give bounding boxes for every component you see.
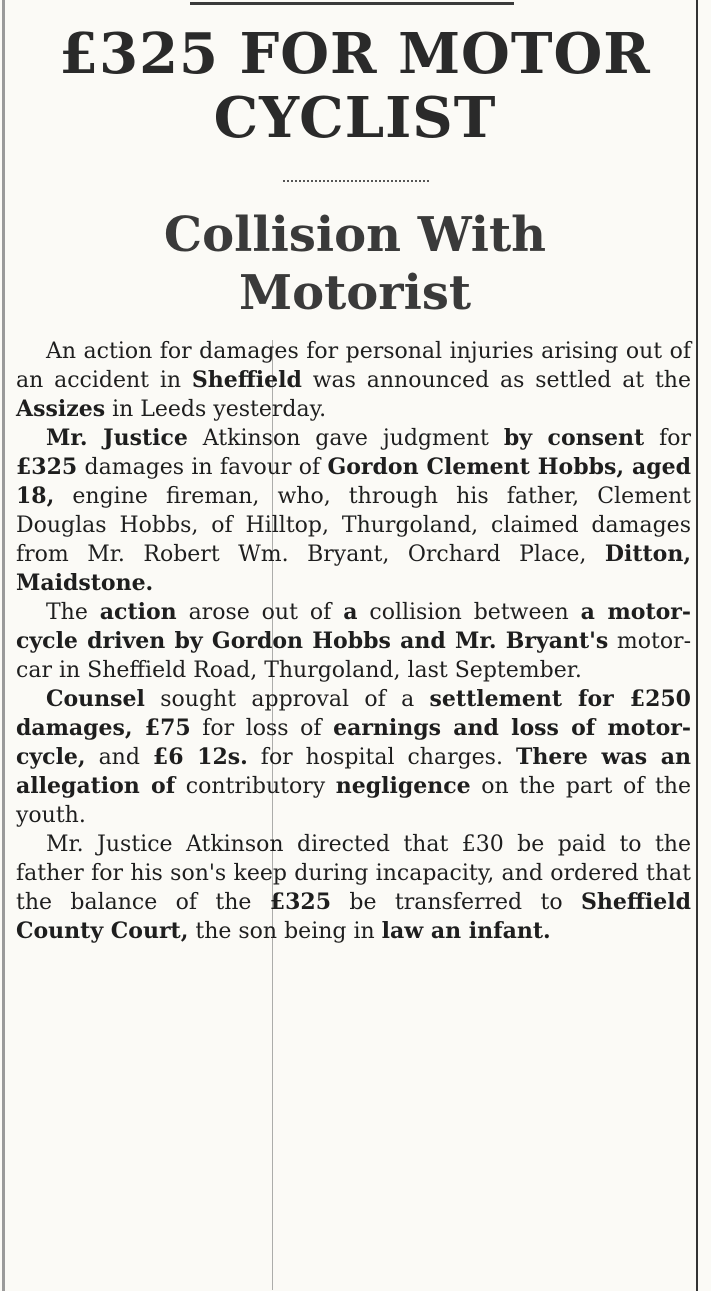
bold-text-run: Gordon Clement Hobbs, aged 18,: [16, 454, 691, 509]
bold-text-run: £6 12s.: [152, 744, 248, 770]
text-run: arose out of: [176, 600, 344, 625]
text-run: collision between: [357, 600, 581, 625]
text-run: for: [644, 426, 691, 451]
clipping-left-edge: [2, 0, 5, 1291]
text-run: The: [46, 600, 100, 625]
bold-text-run: Sheffield County Court,: [16, 889, 691, 944]
bold-text-run: Sheffield: [191, 367, 302, 393]
text-run: motor-car in Sheffield Road, Thurgoland, last September.: [16, 629, 692, 683]
bold-text-run: a motor-cycle driven by Gordon Hobbs and Mr. Bryant's: [16, 599, 691, 654]
text-run: was announced as settled at the: [301, 368, 691, 393]
bold-text-run: Assizes: [16, 396, 106, 422]
bold-text-run: law an infant.: [381, 918, 551, 944]
bold-text-run: action: [99, 599, 177, 625]
bold-text-run: £325: [16, 454, 78, 480]
text-run: sought approval of a: [144, 687, 430, 712]
bold-text-run: earnings and loss of motor-cycle,: [16, 715, 691, 770]
bold-text-run: There was an allegation of: [16, 744, 692, 799]
bold-text-run: Ditton, Maidstone.: [16, 541, 691, 596]
article-paragraph: [16, 830, 691, 946]
headline: £325 FOR MOTOR CYCLIST: [59, 21, 651, 151]
article-paragraph: [16, 424, 691, 598]
text-run: damages in favour of: [77, 455, 328, 480]
subheadline: Collision With Motorist: [163, 207, 547, 321]
text-run: Atkinson gave judgment: [187, 426, 504, 451]
text-run: the son being in: [188, 919, 382, 944]
article-body: [16, 337, 691, 946]
top-rule: [190, 2, 514, 5]
text-run: on the part of the youth.: [16, 774, 691, 828]
bold-text-run: Counsel: [46, 686, 145, 712]
bold-text-run: settlement for £250 damages, £75: [16, 686, 691, 741]
bold-text-run: negligence: [335, 773, 471, 799]
text-run: for loss of: [190, 716, 334, 741]
column-rule-right: [696, 0, 698, 1291]
bold-text-run: £325: [269, 889, 332, 915]
bold-text-run: a: [343, 599, 358, 625]
article-paragraph: [16, 337, 691, 424]
headline-divider: [283, 180, 429, 182]
text-run: for hospital charges.: [247, 745, 516, 770]
text-run: engine fireman, who, through his father, Clement Douglas Hobbs, of Hilltop, Thurgoland, claimed damages from Mr. Robert Wm. Bryant, Orchard Place,: [16, 484, 691, 567]
text-run: Mr. Justice Atkinson directed that £30 be paid to the father for his son's keep during incapacity, and ordered that the balance of the: [16, 832, 691, 915]
text-run: be transferred to: [331, 890, 581, 915]
article-paragraph: [16, 685, 691, 830]
bold-text-run: by consent: [503, 425, 645, 451]
text-run: contributory: [175, 774, 336, 799]
bold-text-run: Mr. Justice: [46, 425, 188, 451]
article-paragraph: [16, 598, 691, 685]
text-run: in Leeds yesterday.: [105, 397, 327, 422]
text-run: and: [85, 745, 153, 770]
text-run: An action for damages for personal injuries arising out of an accident in: [16, 339, 691, 393]
